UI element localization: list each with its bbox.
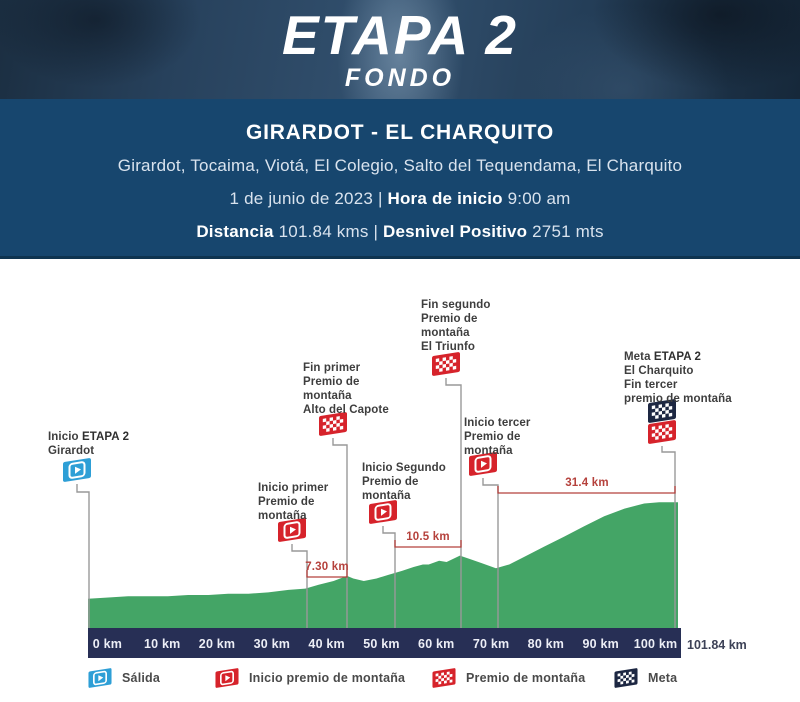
x-tick: 80 km [527,637,565,651]
legend-item-salida: Sálida [86,664,160,692]
salida-flag-icon [86,666,114,690]
route-title: GIRARDOT - EL CHARQUITO [245,121,555,144]
start-time-label: Hora de inicio [387,189,503,208]
legend-item-premio: Premio de montaña [430,664,585,692]
marker-label-salida: Inicio ETAPA 2 Girardot [48,431,130,457]
x-tick: 70 km [472,637,510,651]
inicio-premio-2-flag-icon [369,500,397,524]
x-tick: 60 km [418,637,455,651]
elevation-gain-label: Desnivel Positivo [383,222,528,241]
marker-label-meta: Meta ETAPA 2 El Charquito Fin tercer premio de montaña [624,351,732,405]
segment-distance-3: 31.4 km [565,477,609,489]
stage-title: ETAPA 2 [281,4,519,66]
marker-label-inicio-premio-1: Inicio primer Premio de montaña [258,482,329,522]
x-tick: 50 km [363,637,400,651]
segment-distance-1: 7.30 km [305,561,349,573]
distance-value: 101.84 kms | [278,222,379,241]
stage-subtitle: FONDO [344,64,456,92]
route-towns: Girardot, Tocaima, Viotá, El Colegio, Salto del Tequendama, El Charquito [117,156,683,175]
x-tick: 30 km [253,637,291,651]
salida-flag-icon [63,458,91,482]
fin-premio-2-flag-icon [432,352,460,376]
meta-flag-icon [612,666,640,690]
stage-date: 1 de junio de 2023 | [229,189,383,208]
x-tick: 40 km [308,637,345,651]
inicio-premio-flag-icon [213,666,241,690]
x-tick: 100 km [633,637,678,651]
x-tick: 20 km [198,637,236,651]
premio-flag-icon [430,666,458,690]
legend-item-meta: Meta [612,664,677,692]
marker-label-inicio-premio-2: Inicio Segundo Premio de montaña [362,462,446,502]
marker-label-inicio-premio-3: Inicio tercer Premio de montaña [464,417,531,457]
elevation-gain-value: 2751 mts [532,222,604,241]
marker-label-fin-premio-1: Fin primer Premio de montaña Alto del Capote [303,362,389,416]
marker-label-fin-premio-2: Fin segundo Premio de montaña El Triunfo [421,299,491,353]
segment-distance-2: 10.5 km [406,531,450,543]
total-distance-label: 101.84 km [687,638,747,652]
start-time-value: 9:00 am [507,189,571,208]
x-axis-ticks [80,633,683,655]
fin-premio-3-flag-icon [648,420,676,444]
x-tick: 90 km [582,637,619,651]
leader-line-salida [77,484,89,628]
legend-item-inicio-premio: Inicio premio de montaña [213,664,405,692]
x-tick: 10 km [143,637,181,651]
distance-label: Distancia [196,222,274,241]
x-tick: 0 km [92,637,123,651]
